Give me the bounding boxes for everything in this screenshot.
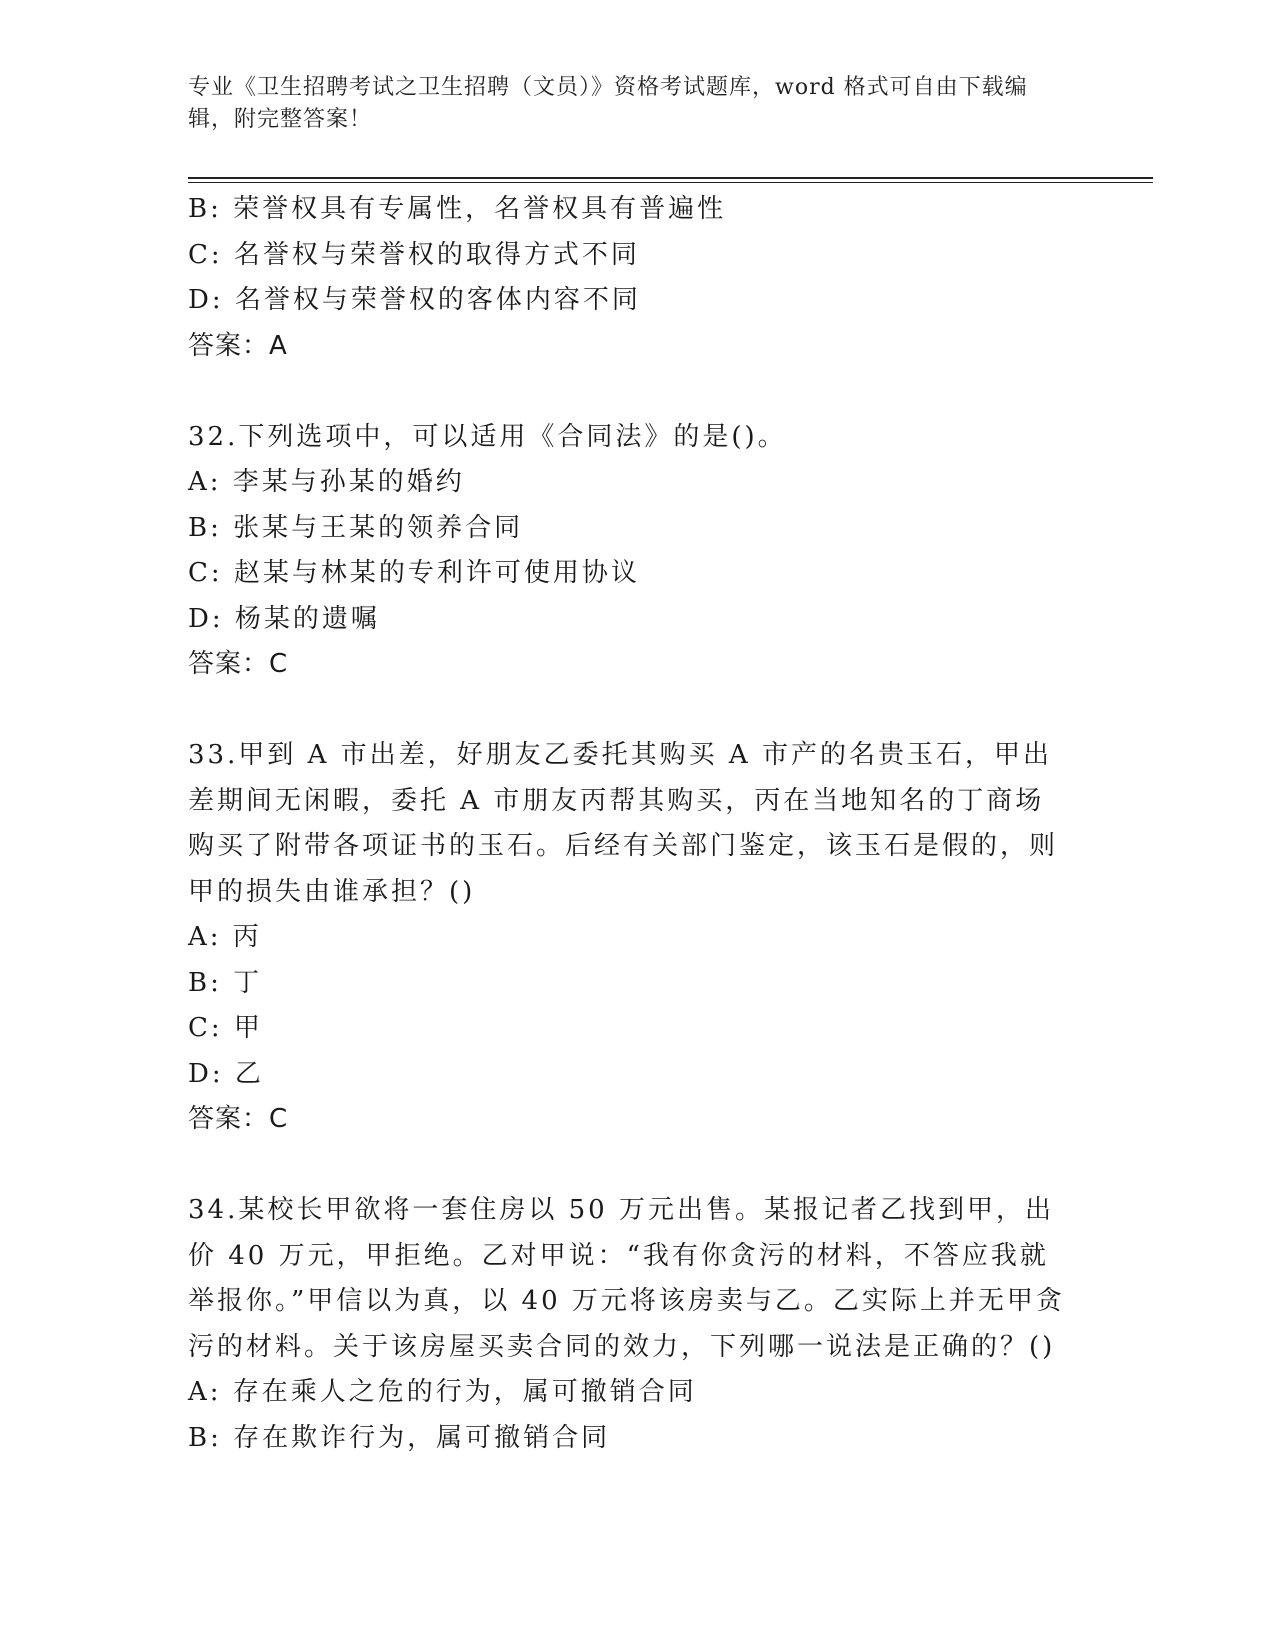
q31-option-c: C: 名誉权与荣誉权的取得方式不同 bbox=[188, 239, 640, 270]
q32-question: 32.下列选项中，可以适用《合同法》的是()。 bbox=[188, 421, 787, 452]
q31-option-b: B: 荣誉权具有专属性，名誉权具有普遍性 bbox=[188, 194, 727, 224]
document-body bbox=[188, 187, 1088, 1461]
spacer bbox=[188, 1143, 1088, 1189]
q33-option-c: C: 甲 bbox=[188, 1013, 263, 1043]
q32-option-b: B: 张某与王某的领养合同 bbox=[188, 512, 524, 543]
q32-option-c: C: 赵某与林某的专利许可使用协议 bbox=[188, 558, 640, 588]
q33-answer: 答案：C bbox=[188, 1104, 289, 1134]
q31-option-d: D: 名誉权与荣誉权的客体内容不同 bbox=[188, 285, 641, 315]
q34-option-b: B: 存在欺诈行为，属可撤销合同 bbox=[188, 1422, 611, 1453]
q33-question: 33.甲到 A 市出差，好朋友乙委托其购买 A 市产的名贵玉石，甲出差期间无闲暇，委托 A 市朋友丙帮其购买，丙在当地知名的丁商场购买了附带各项证书的玉石。后经有关部门鉴定，该玉石是假的，则甲的损失由谁承担？() bbox=[188, 740, 1059, 907]
spacer bbox=[188, 369, 1088, 415]
header-rule-thick bbox=[188, 177, 1153, 179]
spacer bbox=[188, 688, 1088, 734]
q34-question: 34.某校长甲欲将一套住房以 50 万元出售。某报记者乙找到甲，出价 40 万元，甲拒绝。乙对甲说：“我有你贪污的材料，不答应我就举报你。”甲信以为真，以 40 万元将该房卖与乙。乙实际上并无甲贪污的材料。关于该房屋买卖合同的效力，下列哪一说法是正确的？() bbox=[188, 1195, 1065, 1362]
q33-option-d: D: 乙 bbox=[188, 1058, 264, 1089]
q33-option-a: A: 丙 bbox=[188, 922, 262, 952]
q34-option-a: A: 存在乘人之危的行为，属可撤销合同 bbox=[188, 1377, 697, 1407]
document-header: 专业《卫生招聘考试之卫生招聘（文员）》资格考试题库，word 格式可自由下载编辑，附完整答案！ bbox=[188, 75, 1028, 132]
q33-option-b: B: 丁 bbox=[188, 967, 263, 998]
q32-option-d: D: 杨某的遗嘱 bbox=[188, 603, 380, 634]
q32-answer: 答案：C bbox=[188, 649, 289, 679]
q31-answer: 答案：A bbox=[188, 330, 288, 361]
q32-option-a: A: 李某与孙某的婚约 bbox=[188, 467, 465, 497]
header-rule-thin bbox=[188, 182, 1153, 183]
